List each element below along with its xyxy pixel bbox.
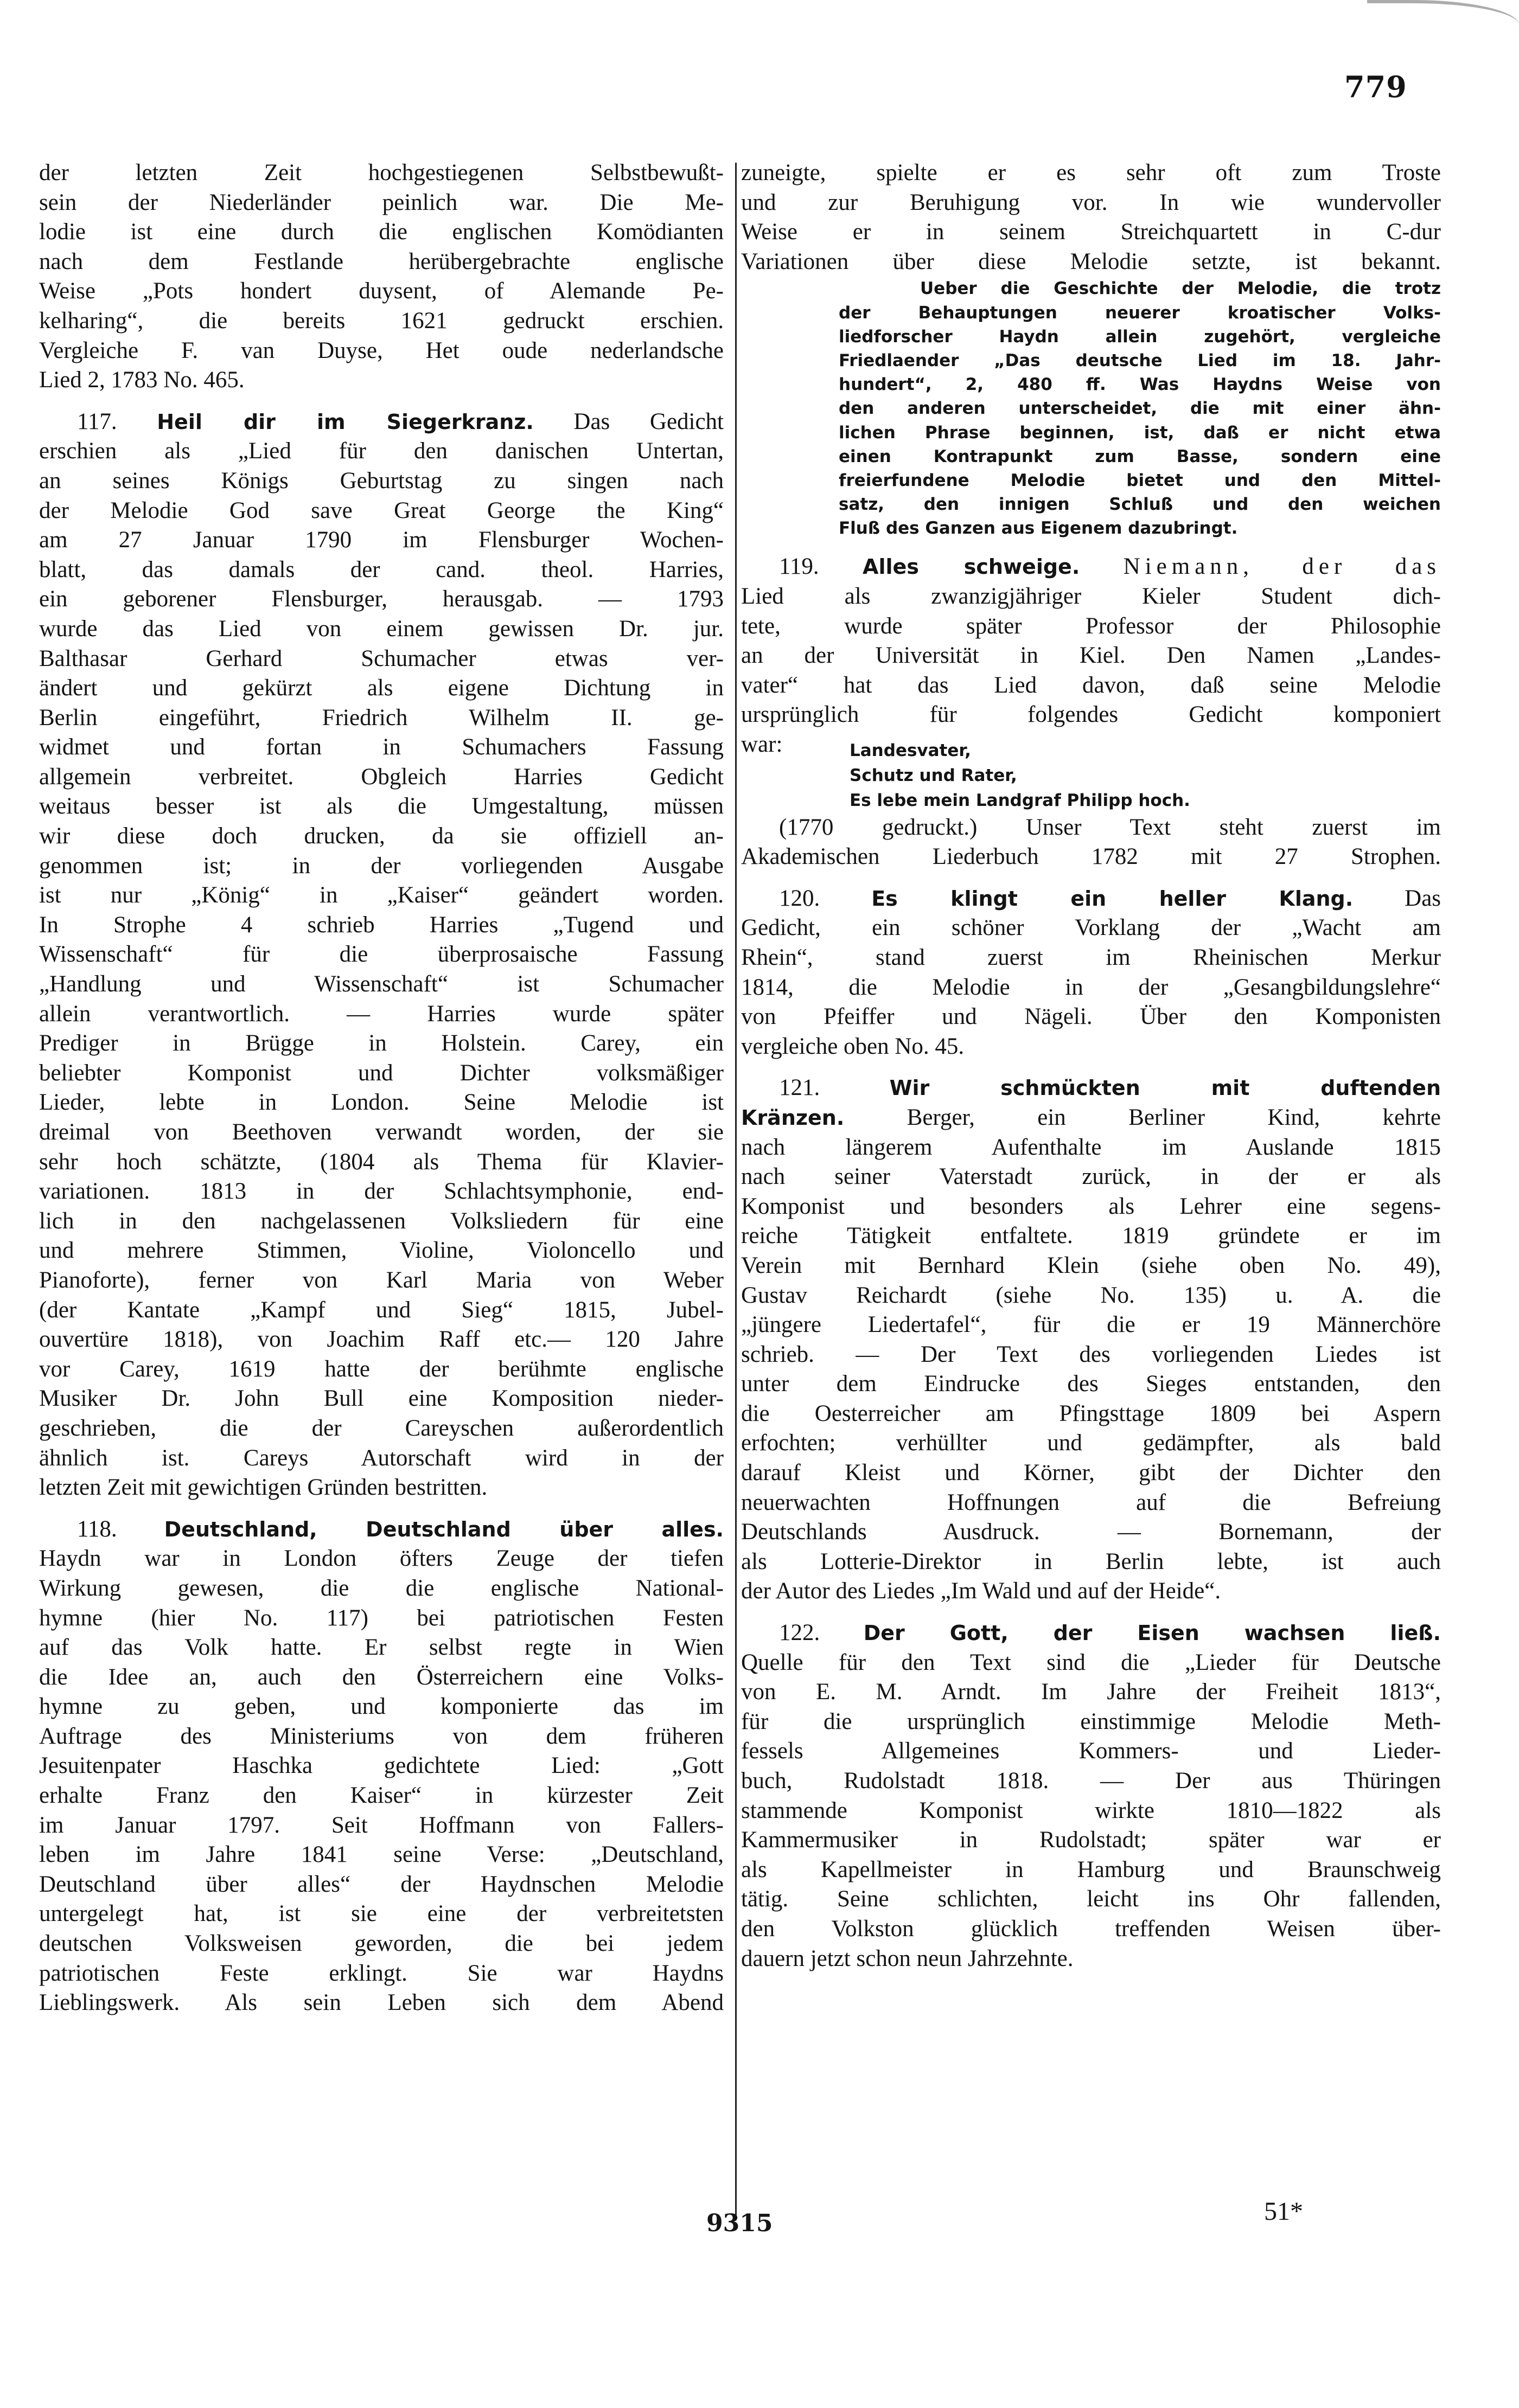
text-line: den Volkston glücklich treffenden Weisen über-: [741, 1916, 1441, 1942]
text-line: von E. M. Arndt. Im Jahre der Freiheit 1813“,: [741, 1679, 1441, 1705]
text-line: Deutschland über alles“ der Haydnschen Melodie: [39, 1871, 724, 1897]
text-line: zuneigte, spielte er es sehr oft zum Troste: [741, 160, 1441, 185]
text-line: Komponist und besonders als Lehrer eine segens-: [741, 1193, 1441, 1219]
entry-heading-line: [39, 1515, 724, 1545]
text-line: unter dem Eindrucke des Sieges entstanden, den: [741, 1371, 1441, 1397]
text-line: Akademischen Liederbuch 1782 mit 27 Strophen.: [741, 844, 1441, 870]
text-line: allgemein verbreitet. Obgleich Harries Gedicht: [39, 764, 724, 790]
text-line: stammende Komponist wirkte 1810—1822 als: [741, 1797, 1441, 1823]
text-line: buch, Rudolstadt 1818. — Der aus Thüringen: [741, 1768, 1441, 1794]
text-line: letzten Zeit mit gewichtigen Gründen bestritten.: [39, 1475, 488, 1501]
right-column: [741, 158, 1441, 1974]
text-line: Verein mit Bernhard Klein (siehe oben No. 49),: [741, 1252, 1441, 1278]
text-line: Landesvater,: [850, 740, 971, 760]
text-line: leben im Jahre 1841 seine Verse: „Deutschland,: [39, 1842, 724, 1868]
text-line: hymne zu geben, und komponierte das im: [39, 1694, 724, 1720]
intro-paragraph: [39, 158, 724, 395]
entry-body: [741, 582, 1441, 730]
entry-122: [741, 1618, 1441, 1974]
text-line: Gedicht, ein schöner Vorklang der „Wacht am: [741, 915, 1441, 941]
text-line: für die ursprünglich einstimmige Melodie Meth-: [741, 1708, 1441, 1734]
text-line: untergelegt hat, ist sie eine der verbreitetsten: [39, 1901, 724, 1927]
text-line: Jesuitenpater Haschka gedichtete Lied: „Gott: [39, 1753, 724, 1779]
entry-117: [39, 407, 724, 1503]
page-number: 779: [1344, 69, 1407, 104]
entry-title: Der Gott, der Eisen wachsen ließ.: [863, 1621, 1441, 1645]
text-line: Ueber die Geschichte der Melodie, die trotz: [920, 279, 1441, 299]
continuation-paragraph: [741, 158, 1441, 277]
text-line: wir diese doch drucken, da sie offiziell an-: [39, 823, 724, 849]
text-line: lodie ist eine durch die englischen Komödianten: [39, 219, 724, 245]
section-gap: [741, 540, 1441, 552]
entry-number: 118.: [77, 1516, 117, 1542]
text-line: vergleiche oben No. 45.: [741, 1033, 965, 1059]
entry-body: [39, 437, 724, 1502]
text-line: schrieb. — Der Text des vorliegenden Liedes ist: [741, 1341, 1441, 1367]
text-line: vor Carey, 1619 hatte der berühmte englische: [39, 1356, 724, 1382]
text-line: Rhein“, stand zuerst im Rheinischen Merkur: [741, 944, 1441, 970]
text-line: die Idee an, auch den Österreichern eine Volks-: [39, 1664, 724, 1690]
text-line: Musiker Dr. John Bull eine Komposition nieder-: [39, 1386, 724, 1412]
text-line: hundert“, 2, 480 ff. Was Haydns Weise von: [839, 375, 1441, 395]
entry-body: [741, 913, 1441, 1061]
entry-heading-line: [741, 884, 1441, 914]
text-line: Lied 2, 1783 No. 465.: [39, 367, 245, 393]
text-line: die Oesterreicher am Pfingsttage 1809 bei Aspern: [741, 1400, 1441, 1426]
text-line: neuerwachten Hoffnungen auf die Befreiung: [741, 1489, 1441, 1515]
text-line: darauf Kleist und Körner, gibt der Dichter den: [741, 1460, 1441, 1486]
text-line: hymne (hier No. 117) bei patriotischen Festen: [39, 1605, 724, 1631]
left-column: [39, 158, 724, 2018]
entry-number: 121.: [779, 1075, 820, 1101]
text-line: erfochten; verhüllter und gedämpfter, als bald: [741, 1430, 1441, 1456]
text-line: variationen. 1813 in der Schlachtsymphonie, end-: [39, 1179, 724, 1205]
section-gap: [741, 1606, 1441, 1618]
entry-120: [741, 884, 1441, 1062]
text-line: genommen ist; in der vorliegenden Ausgabe: [39, 853, 724, 879]
text-line: Weise er in seinem Streichquartett in C-dur: [741, 219, 1441, 245]
text-line: patriotischen Feste erklingt. Sie war Haydns: [39, 1960, 724, 1986]
entry-number: 119.: [779, 554, 819, 580]
text-line: Vergleiche F. van Duyse, Het oude nederlandsche: [39, 337, 724, 363]
text-line: Deutschlands Ausdruck. — Bornemann, der: [741, 1519, 1441, 1545]
text-line: lichen Phrase beginnen, ist, daß er nicht etwa: [839, 422, 1441, 443]
text-line: nach dem Festlande herübergebrachte englische: [39, 248, 724, 274]
section-gap: [741, 1061, 1441, 1073]
entry-121: [741, 1073, 1441, 1606]
text-line: Prediger in Brügge in Holstein. Carey, ein: [39, 1030, 724, 1056]
text-line: Gustav Reichardt (siehe No. 135) u. A. die: [741, 1282, 1441, 1308]
entry-118: [39, 1515, 724, 2018]
entry-heading-line: [741, 1073, 1441, 1103]
text-line: als Kapellmeister in Hamburg und Braunschweig: [741, 1856, 1441, 1882]
text-line: ähnlich ist. Careys Autorschaft wird in der: [39, 1445, 724, 1471]
text-line: als Lotterie-Direktor in Berlin lebte, ist auch: [741, 1548, 1441, 1574]
section-gap: [741, 872, 1441, 884]
text-line: ein geborener Flensburger, herausgab. — 1793: [39, 586, 724, 612]
text-line: 1814, die Melodie in der „Gesangbildungslehre“: [741, 974, 1441, 1000]
page-corner-curl: [1367, 0, 1519, 36]
text-line: reiche Tätigkeit entfaltete. 1819 gründete er im: [741, 1223, 1441, 1249]
footer-sheet-mark: 51*: [1264, 2197, 1303, 2226]
text-line: der Melodie God save Great George the King“: [39, 497, 724, 523]
text-line: fessels Allgemeines Kommers- und Lieder-: [741, 1738, 1441, 1764]
entry-text: Berger, ein Berliner Kind, kehrte: [907, 1104, 1441, 1130]
text-line: Pianoforte), ferner von Karl Maria von Weber: [39, 1267, 724, 1293]
text-line: an der Universität in Kiel. Den Namen „Landes-: [741, 643, 1441, 669]
text-line: erschien als „Lied für den danischen Untertan,: [39, 438, 724, 464]
text-line: sein der Niederländer peinlich war. Die Me-: [39, 189, 724, 215]
text-line: In Strophe 4 schrieb Harries „Tugend und: [39, 912, 724, 938]
text-line: Lied als zwanzigjähriger Kieler Student dich-: [741, 584, 1441, 610]
entry-body: [741, 1648, 1441, 1974]
text-line: von Pfeiffer und Nägeli. Über den Komponisten: [741, 1004, 1441, 1030]
text-line: einen Kontrapunkt zum Basse, sondern eine: [839, 446, 1441, 466]
entry-text: Das Gedicht: [573, 408, 724, 434]
text-line: allein verantwortlich. — Harries wurde später: [39, 1001, 724, 1027]
entry-text: Niemann, der das: [1123, 554, 1441, 580]
text-line: an seines Königs Geburtstag zu singen nach: [39, 467, 724, 494]
text-line: beliebter Komponist und Dichter volksmäßiger: [39, 1060, 724, 1086]
section-gap: [39, 1503, 724, 1515]
text-line: dauern jetzt schon neun Jahrzehnte.: [741, 1945, 1074, 1971]
text-line: Haydn war in London öfters Zeuge der tiefen: [39, 1546, 724, 1572]
text-line: Wirkung gewesen, die die englische National-: [39, 1575, 724, 1601]
text-line: freierfundene Melodie bietet und den Mittel-: [839, 470, 1441, 490]
entry-heading-line: [39, 407, 724, 437]
entry-title: Heil dir im Siegerkranz.: [157, 409, 534, 434]
section-gap: [39, 395, 724, 407]
text-line: geschrieben, die der Careyschen außerordentlich: [39, 1415, 724, 1441]
text-line: Wissenschaft“ für die überprosaische Fassung: [39, 942, 724, 968]
text-line: Auftrage des Ministeriums von dem früheren: [39, 1723, 724, 1749]
text-line: am 27 Januar 1790 im Flensburger Wochen-: [39, 527, 724, 553]
text-line: Lieblingswerk. Als sein Leben sich dem Abend: [39, 1990, 724, 2016]
text-line: vater“ hat das Lied davon, daß seine Melodie: [741, 672, 1441, 698]
column-divider: [735, 163, 737, 2219]
entry-body: [39, 1544, 724, 2018]
text-line: Variationen über diese Melodie setzte, ist bekannt.: [741, 248, 1441, 274]
text-line: auf das Volk hatte. Er selbst regte in Wien: [39, 1635, 724, 1661]
text-line: Balthasar Gerhard Schumacher etwas ver-: [39, 645, 724, 671]
text-line: den anderen unterscheidet, die mit einer ähn-: [839, 399, 1441, 419]
entry-text: Das: [1405, 885, 1441, 911]
entry-heading-line-2: [741, 1103, 1441, 1133]
text-line: dreimal von Beethoven verwandt worden, der sie: [39, 1119, 724, 1145]
text-line: „jüngere Liedertafel“, für die er 19 Männerchöre: [741, 1312, 1441, 1338]
text-line: „Handlung und Wissenschaft“ ist Schumacher: [39, 971, 724, 997]
text-line: (der Kantate „Kampf und Sieg“ 1815, Jubel-: [39, 1297, 724, 1323]
text-line: (1770 gedruckt.) Unser Text steht zuerst im: [779, 814, 1441, 840]
text-line: Quelle für den Text sind die „Lieder für Deutsche: [741, 1649, 1441, 1675]
entry-title: Alles schweige.: [863, 555, 1080, 579]
entry-title: Deutschland, Deutschland über alles.: [164, 1517, 724, 1541]
text-line: ändert und gekürzt als eigene Dichtung in: [39, 675, 724, 701]
text-line: und zur Beruhigung vor. In wie wundervoller: [741, 189, 1441, 215]
text-line: nach längerem Aufenthalte im Auslande 1815: [741, 1134, 1441, 1160]
footer-signature: 9315: [706, 2210, 773, 2237]
text-line: Kammermusiker in Rudolstadt; später war er: [741, 1827, 1441, 1853]
text-line: erhalte Franz den Kaiser“ in kürzester Zeit: [39, 1783, 724, 1809]
text-line: der Behauptungen neuerer kroatischer Volks-: [839, 303, 1441, 323]
entry-body-after: [741, 813, 1441, 872]
entry-number: 117.: [77, 408, 117, 434]
entry-number: 120.: [779, 885, 820, 911]
text-line: Es lebe mein Landgraf Philipp hoch.: [850, 790, 1190, 810]
text-line: Schutz und Rater,: [850, 765, 1017, 785]
entry-heading-line: [741, 1618, 1441, 1648]
text-line: und mehrere Stimmen, Violine, Violoncello und: [39, 1238, 724, 1264]
text-line: Friedlaender „Das deutsche Lied im 18. Jahr-: [839, 350, 1441, 370]
text-line: ursprünglich für folgendes Gedicht komponiert: [741, 702, 1441, 728]
text-line: der Autor des Liedes „Im Wald und auf der Heide“.: [741, 1578, 1221, 1604]
text-line: der letzten Zeit hochgestiegenen Selbstbewußt-: [39, 160, 724, 185]
text-line: deutschen Volksweisen geworden, die bei jedem: [39, 1931, 724, 1957]
text-line: tete, wurde später Professor der Philosophie: [741, 613, 1441, 639]
text-line: ist nur „König“ in „Kaiser“ geändert worden.: [39, 882, 724, 908]
entry-title-cont: Kränzen.: [741, 1105, 845, 1130]
text-line: Fluß des Ganzen aus Eigenem dazubringt.: [839, 518, 1238, 539]
text-line: tätig. Seine schlichten, leicht ins Ohr fallenden,: [741, 1886, 1441, 1912]
text-line: Lieder, lebte in London. Seine Melodie ist: [39, 1090, 724, 1116]
text-line: satz, den innigen Schluß und den weichen: [839, 495, 1441, 515]
entry-title: Wir schmückten mit duftenden: [889, 1076, 1441, 1100]
text-line: weitaus besser ist als die Umgestaltung, müssen: [39, 793, 724, 819]
entry-number: 122.: [779, 1620, 820, 1646]
text-line: widmet und fortan in Schumachers Fassung: [39, 734, 724, 760]
text-line: wurde das Lied von einem gewissen Dr. jur.: [39, 616, 724, 642]
text-line: Berlin eingeführt, Friedrich Wilhelm II. ge-: [39, 705, 724, 731]
entry-119: [741, 552, 1441, 872]
entry-body: [741, 1133, 1441, 1607]
text-line: nach seiner Vaterstadt zurück, in der er als: [741, 1164, 1441, 1190]
text-line: lich in den nachgelassenen Volksliedern für eine: [39, 1208, 724, 1234]
text-line: sehr hoch schätzte, (1804 als Thema für Klavier-: [39, 1149, 724, 1175]
text-line: kelharing“, die bereits 1621 gedruckt erschien.: [39, 308, 724, 334]
text-line: im Januar 1797. Seit Hoffmann von Fallers-: [39, 1812, 724, 1838]
war-label: war:: [741, 732, 783, 757]
text-line: blatt, das damals der cand. theol. Harries,: [39, 556, 724, 582]
text-line: liedforscher Haydn allein zugehört, vergleiche: [839, 326, 1441, 347]
entry-heading-line: [741, 552, 1441, 582]
text-line: Weise „Pots hondert duysent, of Alemande Pe-: [39, 278, 724, 304]
text-line: ouvertüre 1818), von Joachim Raff etc.— 120 Jahre: [39, 1327, 724, 1353]
entry-title: Es klingt ein heller Klang.: [871, 886, 1354, 911]
footnote-paragraph: [741, 277, 1441, 540]
